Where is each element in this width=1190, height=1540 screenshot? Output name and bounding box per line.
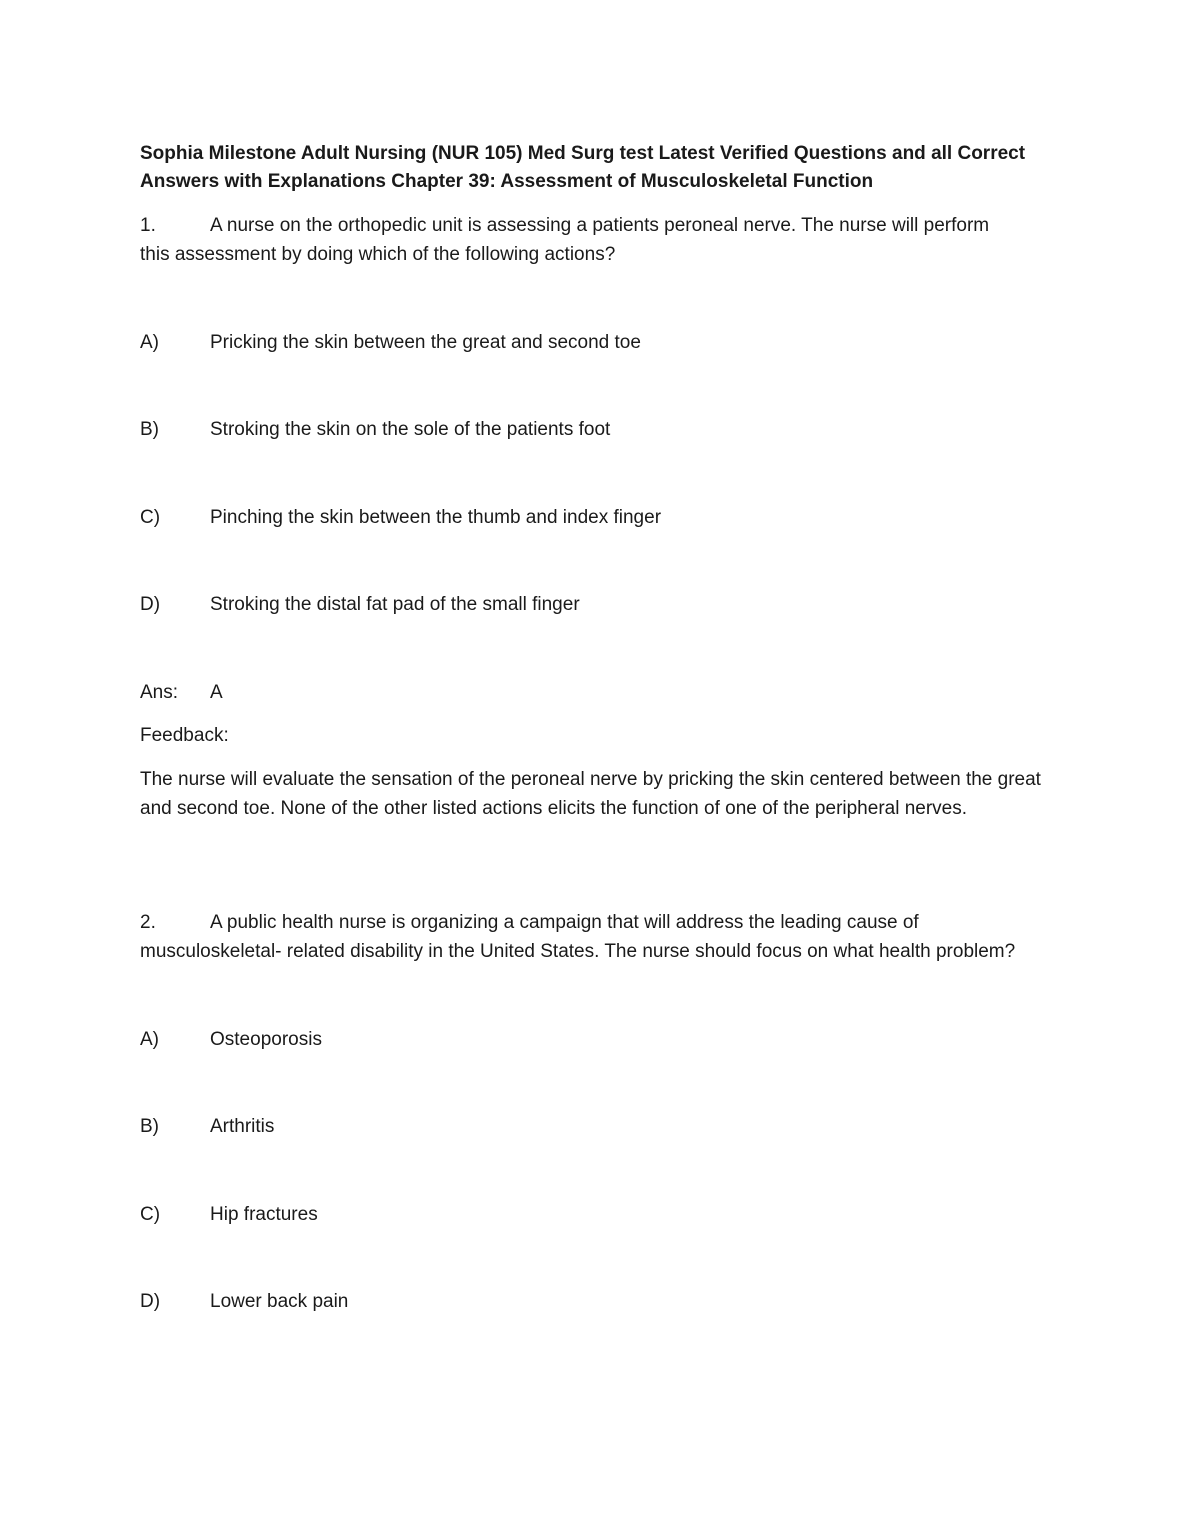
q2-option-c-label: C) <box>140 1204 161 1225</box>
q1-feedback-text: The nurse will evaluate the sensation of the peroneal nerve by pricking the skin centered between the great and second toe. None of the other listed actions elicits the function of one of the peripheral nerves. <box>140 769 1041 819</box>
question-2-number: 2. <box>140 912 156 933</box>
q1-option-c-text: Pinching the skin between the thumb and index finger <box>210 507 662 528</box>
q1-option-b-label: B) <box>140 419 159 440</box>
question-2-stem-text: A public health nurse is organizing a campaign that will address the leading cause of <box>210 912 919 933</box>
question-1-stem-continued: this assessment by doing which of the following actions? <box>140 244 616 265</box>
question-1-stem-text: A nurse on the orthopedic unit is assessing a patients peroneal nerve. The nurse will perform <box>210 215 990 236</box>
q2-option-d-text: Lower back pain <box>210 1291 349 1312</box>
q2-option-a-text: Osteoporosis <box>210 1029 322 1050</box>
q1-option-c-label: C) <box>140 507 161 528</box>
document-title: Sophia Milestone Adult Nursing (NUR 105) Med Surg test Latest Verified Questions and all Correct Answers with Explanations Chapter 39: Assessment of Musculoskeletal Function <box>140 143 1026 192</box>
q1-feedback-label: Feedback: <box>140 725 229 746</box>
q2-option-b-text: Arthritis <box>210 1116 275 1137</box>
q1-option-b-text: Stroking the skin on the sole of the patients foot <box>210 419 611 440</box>
question-2-stem-continued: musculoskeletal- related disability in the United States. The nurse should focus on what health problem? <box>140 941 1016 962</box>
question-1-stem <box>140 211 989 240</box>
q1-answer-value: A <box>210 682 223 703</box>
q1-answer-label: Ans: <box>140 682 179 703</box>
q1-option-a-label: A) <box>140 332 159 353</box>
q2-option-a-label: A) <box>140 1029 159 1050</box>
q2-option-b-label: B) <box>140 1116 159 1137</box>
q2-option-c-text: Hip fractures <box>210 1204 318 1225</box>
q1-option-d-label: D) <box>140 594 161 615</box>
question-1-number: 1. <box>140 215 156 236</box>
q1-option-a-text: Pricking the skin between the great and second toe <box>210 332 641 353</box>
q2-option-d-label: D) <box>140 1291 161 1312</box>
q1-option-d-text: Stroking the distal fat pad of the small finger <box>210 594 580 615</box>
question-2-stem <box>140 908 919 937</box>
